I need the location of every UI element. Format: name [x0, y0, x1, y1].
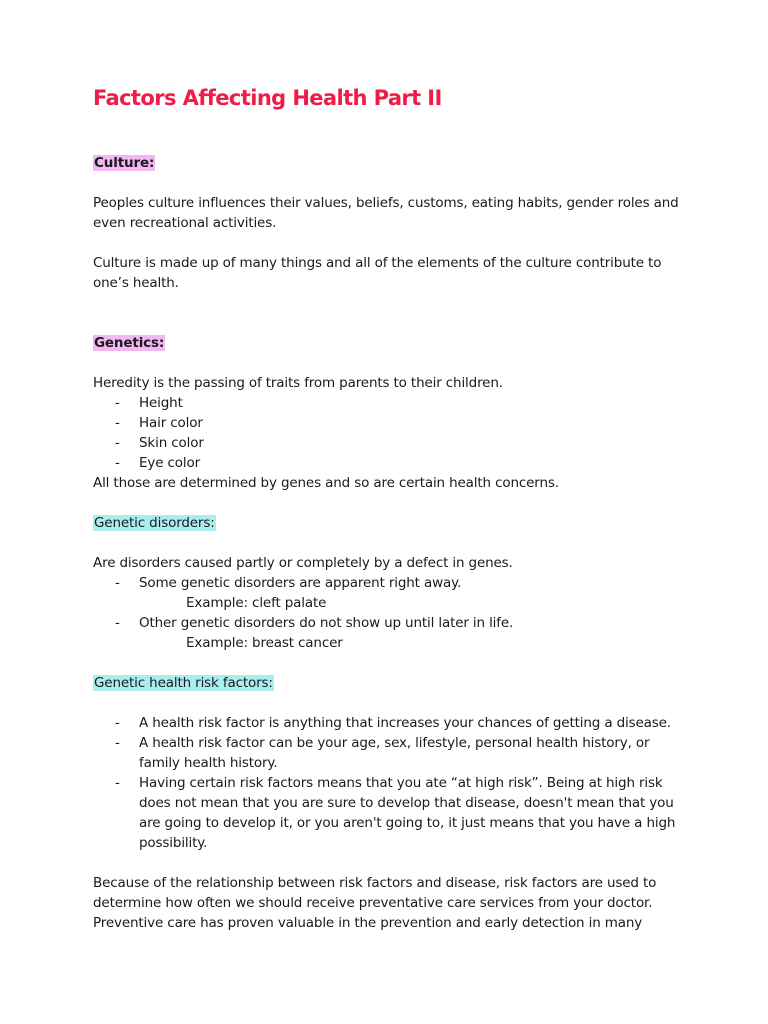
risk-factors-list: [93, 713, 693, 853]
genetics-heading-line: [93, 333, 693, 353]
list-item: [93, 613, 693, 633]
list-item: [93, 433, 693, 453]
page-title: Factors Affecting Health Part II: [93, 86, 442, 110]
list-dash: -: [115, 615, 120, 631]
list-item-text: Skin color: [139, 435, 204, 451]
genetics-summary: All those are determined by genes and so are certain health concerns.: [93, 475, 559, 491]
genetics-intro: Heredity is the passing of traits from parents to their children.: [93, 375, 503, 391]
list-dash: -: [115, 415, 120, 431]
example-line: Example: cleft palate: [186, 595, 327, 611]
list-item-text: Hair color: [139, 415, 203, 431]
list-item-text: Some genetic disorders are apparent right away.: [139, 575, 462, 591]
genetics-heading: Genetics:: [94, 335, 165, 351]
list-dash: -: [115, 575, 120, 591]
closing-paragraph: Because of the relationship between risk factors and disease, risk factors are used to determine how often we should receive preventative care services from your doctor. Preventive care has proven valuable in the prevention and early detection in many: [93, 875, 657, 931]
example-line: Example: breast cancer: [186, 635, 343, 651]
list-item: [93, 393, 693, 413]
document-body: [93, 153, 693, 933]
list-item-text: Eye color: [139, 455, 201, 471]
list-dash: -: [115, 395, 120, 411]
genetic-disorders-heading-line: [93, 513, 693, 533]
list-item-text: A health risk factor is anything that increases your chances of getting a disease.: [139, 715, 671, 731]
genetic-disorders-heading: Genetic disorders:: [94, 515, 215, 531]
list-item-text: A health risk factor can be your age, sex, lifestyle, personal health history, or family health history.: [139, 735, 650, 771]
list-item: [93, 453, 693, 473]
list-item-text: Other genetic disorders do not show up until later in life.: [139, 615, 514, 631]
list-item: [93, 773, 693, 853]
list-item-text: Height: [139, 395, 183, 411]
list-item: [93, 573, 693, 593]
culture-heading: Culture:: [94, 155, 155, 171]
genetic-disorders-intro: Are disorders caused partly or completely by a defect in genes.: [93, 555, 513, 571]
list-item: [93, 413, 693, 433]
risk-factors-heading: Genetic health risk factors:: [94, 675, 273, 691]
list-dash: -: [115, 715, 120, 731]
list-dash: -: [115, 775, 120, 791]
disorders-list: [93, 573, 693, 653]
culture-paragraph-1: Peoples culture influences their values, beliefs, customs, eating habits, gender roles and even recreational activities.: [93, 195, 679, 231]
list-dash: -: [115, 435, 120, 451]
culture-heading-line: [93, 153, 693, 173]
list-item-text: Having certain risk factors means that you ate “at high risk”. Being at high risk does not mean that you are sure to develop that disease, doesn't mean that you are going to develop it, or you aren't going to, it just means that you have a high possibility.: [139, 775, 676, 851]
risk-factors-heading-line: [93, 673, 693, 693]
list-dash: -: [115, 455, 120, 471]
list-item: [93, 733, 693, 773]
list-dash: -: [115, 735, 120, 751]
list-item: [93, 713, 693, 733]
culture-paragraph-2: Culture is made up of many things and all of the elements of the culture contribute to one’s health.: [93, 255, 662, 291]
traits-list: [93, 393, 693, 473]
